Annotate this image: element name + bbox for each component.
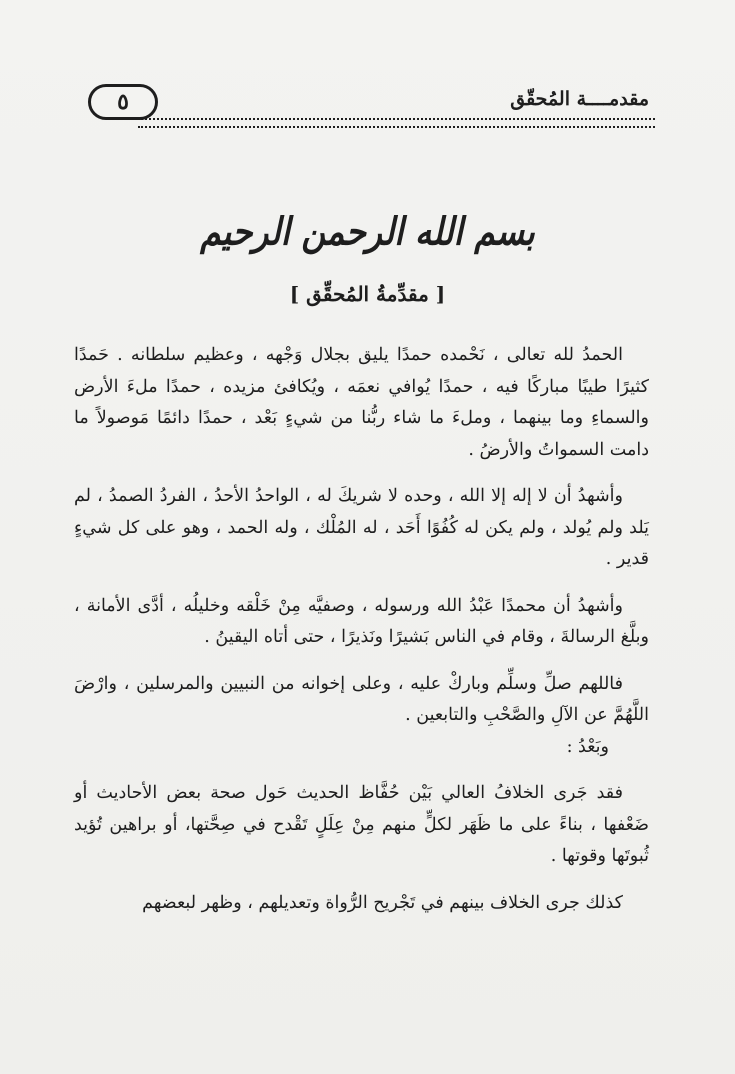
paragraph-prophet: وأشهدُ أن محمدًا عَبْدُ الله ورسوله ، وصفيَّه مِنْ خَلْقه وخليلُه ، أدَّى الأمانة ، وبلَّغ الرسالةَ ، وقام في الناس بَشيرًا ونَذيرًا ، حتى أتاه اليقينُ .	[74, 595, 649, 647]
basmala-text: بسم الله الرحمن الرحيم	[200, 208, 535, 254]
transition-phrase: وبَعْدُ :	[566, 736, 609, 757]
body-text	[74, 340, 649, 934]
basmala-calligraphy	[0, 196, 735, 266]
header-divider	[138, 118, 655, 128]
section-heading: [ مقدِّمةُ المُحقِّق ]	[289, 282, 446, 306]
paragraph-prayer: فاللهم صلِّ وسلِّم وباركْ عليه ، وعلى إخوانه من النبيين والمرسلين ، وارْضَ اللَّهُمَّ عن الآلِ والصَّحْبِ والتابعين .	[74, 673, 649, 725]
running-title: مقدمــــة المُحقّق	[510, 88, 649, 110]
paragraph-testimony: وأشهدُ أن لا إله إلا الله ، وحده لا شريكَ له ، الواحدُ الأحدُ ، الفردُ الصمدُ ، لم يَلد ولم يُولد ، ولم يكن له كُفُوًا أَحَد ، له المُلْك ، وله الحمد ، وهو على كل شيءٍ قدير .	[74, 486, 649, 569]
paragraph-disagreement: فقد جَرى الخلافُ العالي بَيْن حُفَّاظ الحديث حَول صحة بعض الأحاديث أو ضَعْفها ، بناءً على ما ظَهَر لكلٍّ منهم مِنْ عِلَلٍ تَقْدح في صِحَّتها، أو براهين تُؤيد ثُبوتَها وقوتها .	[74, 783, 649, 866]
paragraph-praise: الحمدُ لله تعالى ، نَحْمده حمدًا يليق بجلال وَجْهه ، وعظيم سلطانه . حَمدًا كثيرًا طيبًا مباركًا فيه ، حمدًا يُوافي نعمَه ، ويُكافئ مزيده ، حمدًا ملءَ الأرض والسماءِ وما بينهما ، وملءَ ما شاء ربُّنا من شيءٍ بَعْد ، حمدًا دائمًا مَوصولاً ما دامت السمواتُ والأرضُ .	[74, 345, 649, 460]
page-number: ٥	[117, 89, 129, 115]
page-header	[86, 80, 655, 124]
page-number-badge	[88, 84, 158, 120]
paragraph-narrators: كذلك جرى الخلاف بينهم في تَجْريح الرُّواة وتعديلهم ، وظهر لبعضهم	[142, 892, 623, 913]
